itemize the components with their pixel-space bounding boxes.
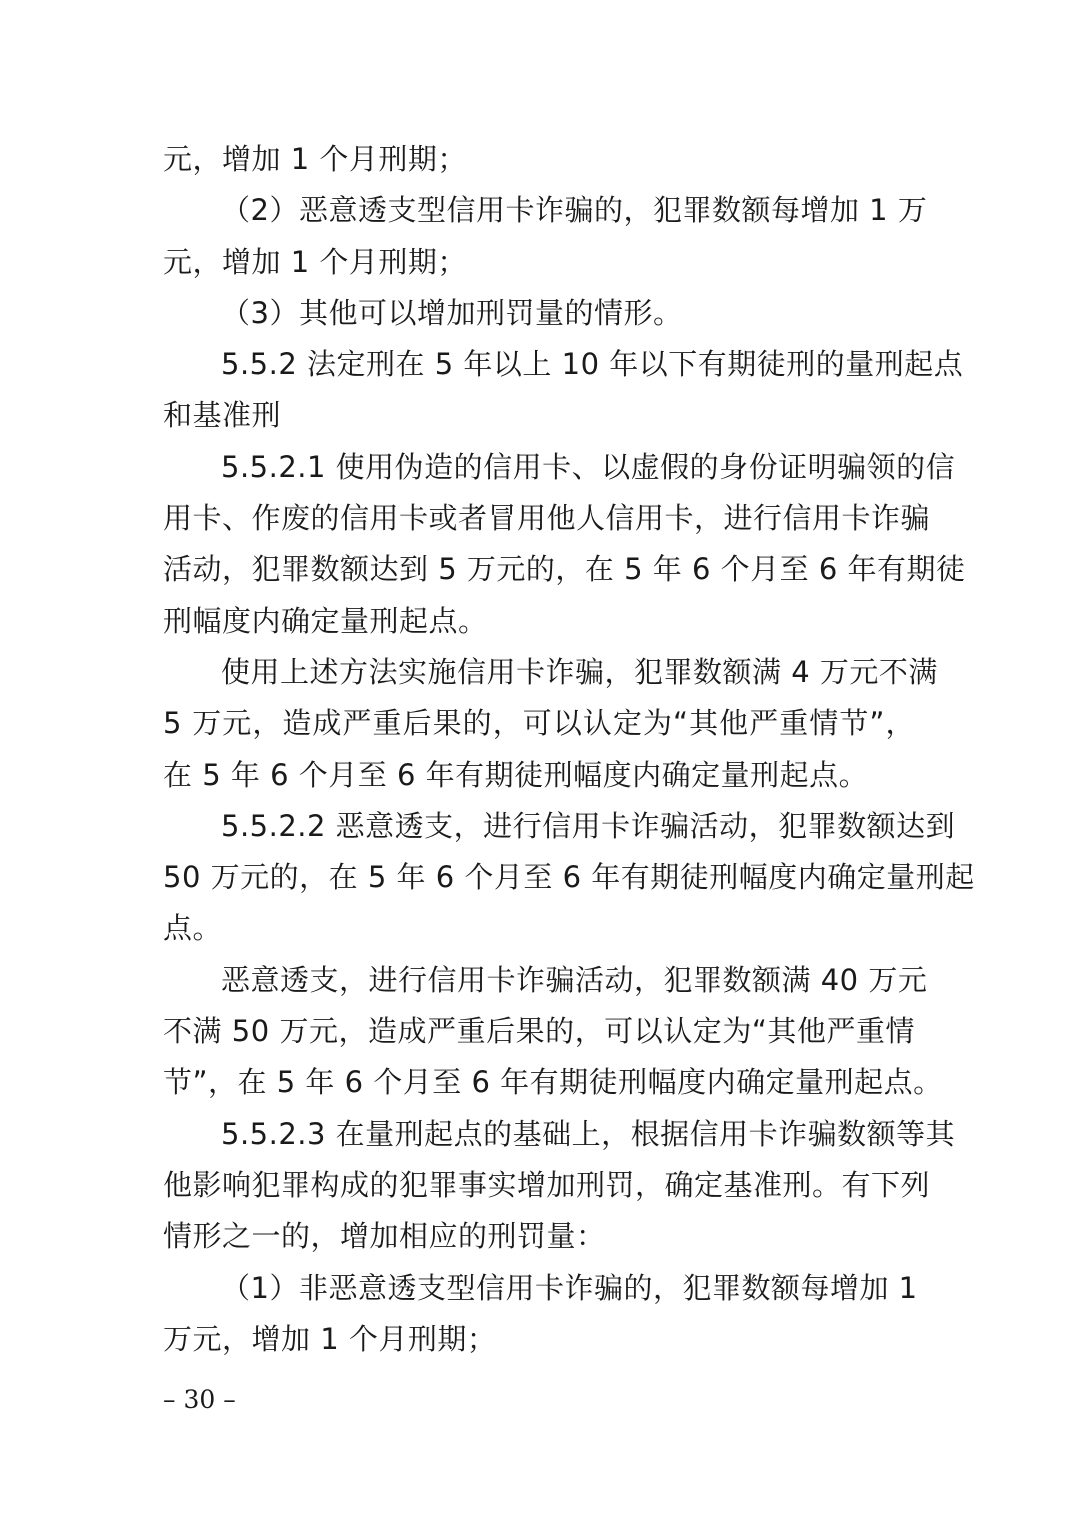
text-line: （2）恶意透支型信用卡诈骗的，犯罪数额每增加 1 万 bbox=[221, 193, 928, 228]
text-line: （3）其他可以增加刑罚量的情形。 bbox=[221, 295, 683, 330]
text-line: 恶意透支，进行信用卡诈骗活动，犯罪数额满 40 万元 bbox=[221, 962, 928, 997]
text-line: 万元，增加 1 个月刑期； bbox=[163, 1321, 497, 1356]
page-number: – 30 – bbox=[163, 1385, 236, 1414]
text-line: 5.5.2.1 使用伪造的信用卡、以虚假的身份证明骗领的信 bbox=[221, 449, 956, 484]
section-heading-line: 5.5.2 法定刑在 5 年以上 10 年以下有期徒刑的量刑起点 bbox=[221, 347, 964, 382]
text-line: 元，增加 1 个月刑期； bbox=[163, 142, 467, 176]
document-body bbox=[163, 134, 975, 1365]
text-line: 5.5.2.2 恶意透支，进行信用卡诈骗活动，犯罪数额达到 bbox=[221, 808, 956, 843]
text-line: 不满 50 万元，造成严重后果的，可以认定为“其他严重情 bbox=[163, 1014, 915, 1049]
text-line: 50 万元的，在 5 年 6 个月至 6 年有期徒刑幅度内确定量刑起 bbox=[163, 860, 975, 895]
text-line: （1）非恶意透支型信用卡诈骗的，犯罪数额每增加 1 bbox=[221, 1270, 918, 1305]
text-line: 点。 bbox=[163, 911, 223, 946]
text-line: 使用上述方法实施信用卡诈骗，犯罪数额满 4 万元不满 bbox=[221, 654, 938, 689]
text-line: 在 5 年 6 个月至 6 年有期徒刑幅度内确定量刑起点。 bbox=[163, 757, 869, 792]
text-line: 他影响犯罪构成的犯罪事实增加刑罚，确定基准刑。有下列 bbox=[163, 1167, 931, 1202]
text-line: 5 万元，造成严重后果的，可以认定为“其他严重情节”， bbox=[163, 706, 915, 741]
section-heading-line: 和基准刑 bbox=[163, 398, 282, 433]
text-line: 情形之一的，增加相应的刑罚量： bbox=[163, 1219, 606, 1254]
text-line: 节”，在 5 年 6 个月至 6 年有期徒刑幅度内确定量刑起点。 bbox=[163, 1065, 943, 1100]
text-line: 5.5.2.3 在量刑起点的基础上，根据信用卡诈骗数额等其 bbox=[221, 1116, 956, 1151]
text-line: 用卡、作废的信用卡或者冒用他人信用卡，进行信用卡诈骗 bbox=[163, 501, 931, 536]
text-line: 刑幅度内确定量刑起点。 bbox=[163, 603, 488, 638]
text-line: 活动，犯罪数额达到 5 万元的，在 5 年 6 个月至 6 年有期徒 bbox=[163, 552, 966, 587]
text-line: 元，增加 1 个月刑期； bbox=[163, 244, 467, 279]
